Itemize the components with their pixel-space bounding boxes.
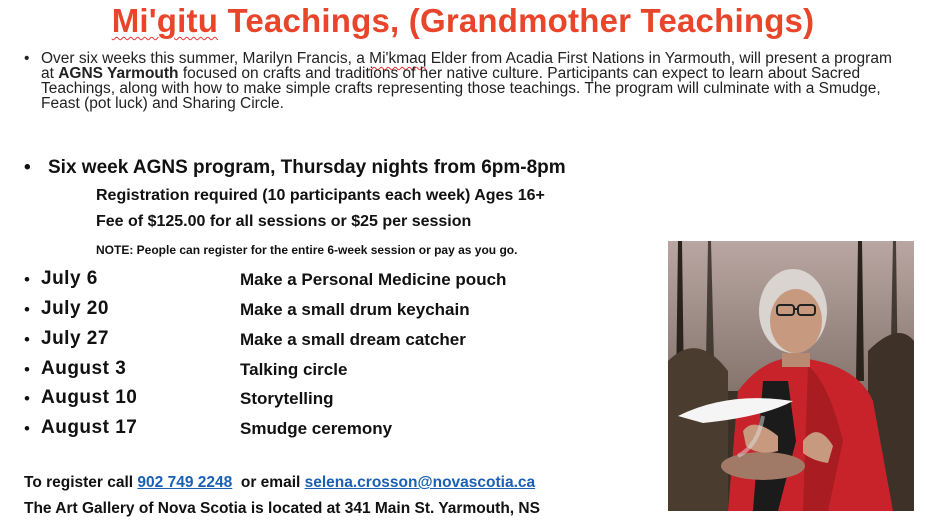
phone-link[interactable]: 902 749 2248 xyxy=(137,474,233,491)
session-date: July 6 xyxy=(41,268,98,289)
session-date: August 10 xyxy=(41,387,138,408)
intro-text xyxy=(41,51,904,111)
registration-info: Registration required (10 participants each week) Ages 16+ xyxy=(96,187,545,204)
intro-paragraph xyxy=(24,51,904,111)
elder-with-feather-photo xyxy=(668,241,914,511)
intro-mikmaq: Mi'kmaq xyxy=(369,50,427,67)
intro-t3: Elder from Acadia First Nations in Yarmouth, will present a program at xyxy=(41,50,892,82)
session-bullet: • xyxy=(24,330,30,349)
session-date: July 27 xyxy=(41,328,109,349)
session-date: July 20 xyxy=(41,298,109,319)
session-activity: Make a small drum keychain xyxy=(240,300,470,319)
title-rest: Teachings, (Grandmother Teachings) xyxy=(218,2,815,39)
email-link[interactable]: selena.crosson@novascotia.ca xyxy=(304,474,536,491)
intro-bullet: • xyxy=(24,50,30,67)
session-activity: Make a small dream catcher xyxy=(240,330,466,349)
program-heading-text: Six week AGNS program, Thursday nights from 6pm-8pm xyxy=(48,157,566,178)
note-info: NOTE: People can register for the entire 6-week session or pay as you go. xyxy=(96,243,518,257)
session-activity: Storytelling xyxy=(240,389,334,408)
session-activity: Talking circle xyxy=(240,360,348,379)
program-bullet: • xyxy=(24,157,31,178)
session-bullet: • xyxy=(24,360,30,379)
register-line xyxy=(24,474,535,492)
intro-agns: AGNS Yarmouth xyxy=(58,65,179,82)
session-date: August 3 xyxy=(41,358,127,379)
photo-illustration xyxy=(668,241,914,511)
location-line: The Art Gallery of Nova Scotia is located at 341 Main St. Yarmouth, NS xyxy=(24,500,540,517)
page-title xyxy=(0,2,926,40)
intro-t5: focused on crafts and traditions of her native culture. Participants can expect to learn about Sacred Teachings, along with how to make simple crafts representing those teachings. The program will culminate with a Smudge, Feast (pot luck) and Sharing Circle. xyxy=(41,65,881,112)
email-prefix: or email xyxy=(232,474,305,491)
session-date: August 17 xyxy=(41,417,138,438)
session-bullet: • xyxy=(24,270,30,289)
program-heading xyxy=(24,157,566,179)
fee-info: Fee of $125.00 for all sessions or $25 per session xyxy=(96,213,472,230)
session-bullet: • xyxy=(24,300,30,319)
title-migitu: Mi'gitu xyxy=(111,2,219,39)
session-activity: Make a Personal Medicine pouch xyxy=(240,270,507,289)
session-bullet: • xyxy=(24,419,30,438)
intro-t1: Over six weeks this summer, Marilyn Francis, a xyxy=(41,50,370,67)
session-activity: Smudge ceremony xyxy=(240,419,393,438)
register-prefix: To register call xyxy=(24,474,138,491)
session-bullet: • xyxy=(24,389,30,408)
